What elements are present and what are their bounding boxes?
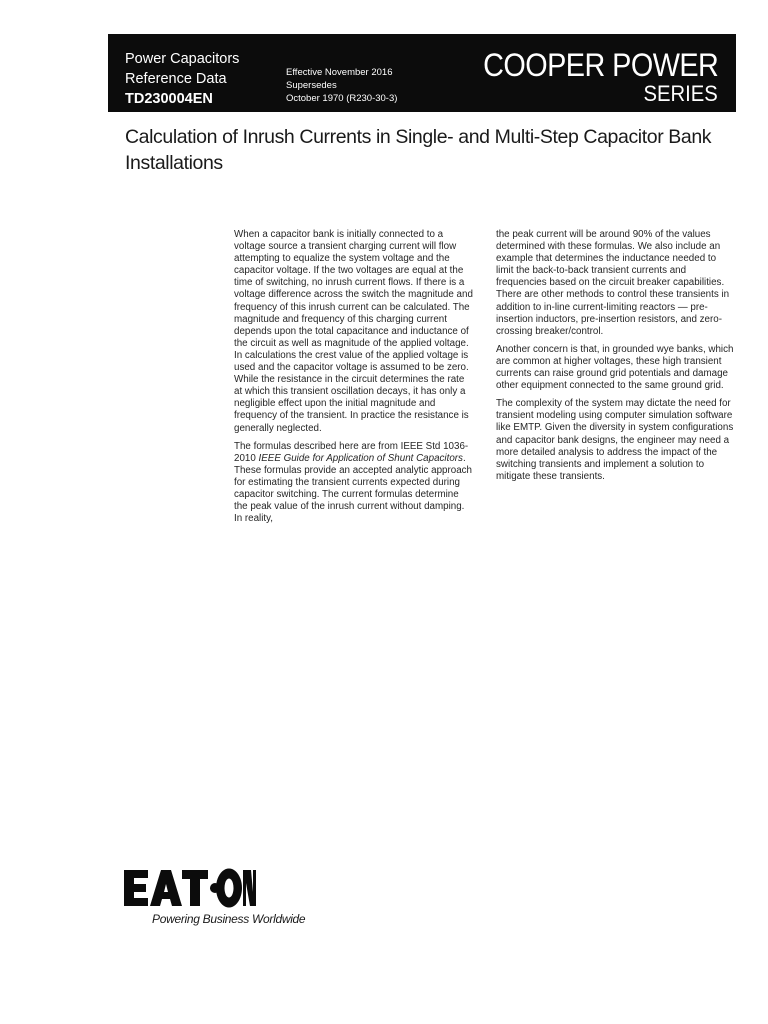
effective-date: Effective November 2016 <box>286 67 393 78</box>
paragraph <box>234 441 474 526</box>
brand-name: COOPER POWER <box>482 47 718 83</box>
body-column-right <box>496 229 736 489</box>
tagline: Powering Business Worldwide <box>152 912 306 926</box>
doc-category-line1: Power Capacitors <box>125 51 240 67</box>
supersedes-date: October 1970 (R230-30-3) <box>286 93 398 104</box>
brand-series: SERIES <box>643 81 718 106</box>
header-band <box>108 34 736 112</box>
body-column-left <box>234 229 474 531</box>
doc-category-line2: Reference Data <box>125 71 227 87</box>
doc-number: TD230004EN <box>125 91 213 107</box>
standard-title: IEEE Guide for Application of Shunt Capacitors <box>258 452 463 464</box>
paragraph: Another concern is that, in grounded wye banks, which are common at higher voltages, these high transient currents can raise ground grid potentials and damage other equipment connected to the same ground grid. <box>496 343 734 392</box>
paragraph: the peak current will be around 90% of the values determined with these formulas. We also include an example that determines the inductance needed to limit the back-to-back transient currents and frequencies based on the circuit breaker capabilities. There are other methods to control these transients in addition to in-line current-limiting reactors — pre-insertion inductors, pre-insertion resistors, and zero-crossing breaker/control. <box>496 229 730 337</box>
eaton-logo-icon <box>124 868 256 908</box>
paragraph-text: The formulas described here are from IEEE Std 1036-2010 <box>234 440 469 464</box>
paragraph-text: . These formulas provide an accepted analytic approach for estimating the transient currents expected during capacitor switching. The current formulas determine the peak value of the inrush current without damping. In reality, <box>234 452 472 525</box>
supersedes-label: Supersedes <box>286 80 337 91</box>
paragraph: The complexity of the system may dictate the need for transient modeling using computer simulation software like EMTP. Given the diversity in system configurations and capacitor bank designs, the engineer may need a more detailed analysis to address the impact of the switching transients and implement a solution to mitigate these transients. <box>496 398 734 482</box>
paragraph: When a capacitor bank is initially connected to a voltage source a transient charging current will flow attempting to equalize the system voltage and the capacitor voltage. If the two voltages are equal at the time of switching, no inrush current flows. If there is a voltage difference across the switch the magnitude and frequency of this inrush current can be calculated. The magnitude and frequency of this charging current depends upon the total capacitance and inductance of the circuit as well as magnitude of the applied voltage. In calculations the crest value of the applied voltage is used and the capacitor voltage is assumed to be zero. While the resistance in the circuit determines the rate at which this transient oscillation decays, it has only a negligible effect upon the initial magnitude and frequency of the transient. In practice the resistance is generally neglected. <box>234 229 473 434</box>
document-title: Calculation of Inrush Currents in Single- and Multi-Step Capacitor Bank Installations <box>125 126 712 174</box>
